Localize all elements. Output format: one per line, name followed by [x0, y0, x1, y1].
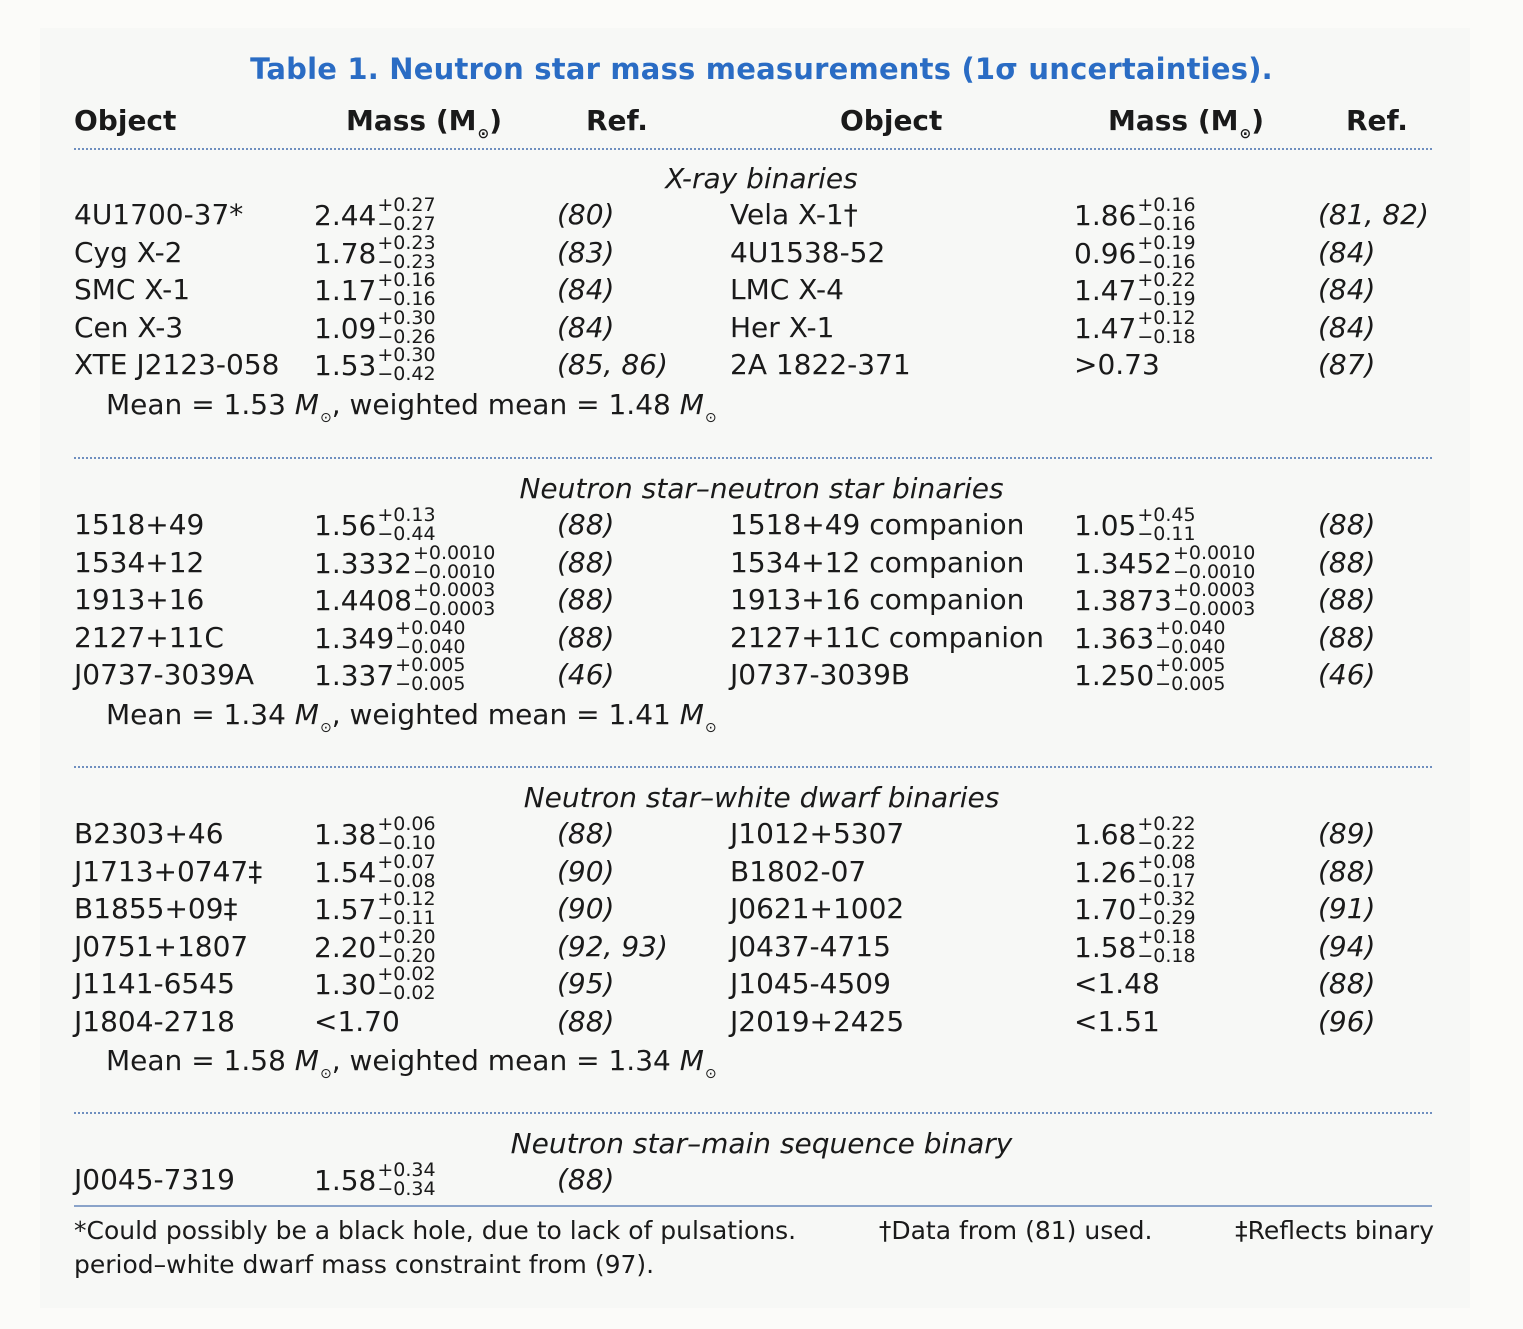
mass-cell-left	[314, 231, 436, 273]
mass-cell-left	[314, 616, 466, 658]
object-name-left: Cen X-3	[74, 310, 184, 344]
ref-cell-right: (84)	[1318, 235, 1376, 269]
header-mass-right: Mass (M⊙)	[1108, 104, 1265, 142]
mass-uncertainty	[1137, 306, 1196, 348]
mass-value: 1.05	[1074, 509, 1137, 542]
mass-value: <1.70	[314, 1004, 400, 1038]
mass-cell-left	[314, 344, 436, 385]
mass-minus-error: −0.19	[1137, 288, 1196, 310]
ref-cell-right: (89)	[1318, 817, 1376, 850]
mass-uncertainty	[377, 271, 435, 309]
header-ref-left: Ref.	[586, 104, 648, 137]
ref-cell-left: (88)	[557, 1004, 615, 1038]
mass-plus-error: +0.19	[1137, 231, 1196, 254]
mass-value: 1.3873	[1074, 584, 1172, 617]
section-title: Neutron star–main sequence binary	[510, 1127, 1013, 1160]
ref-cell-left: (88)	[557, 545, 615, 579]
mean-unit: M	[285, 697, 319, 731]
object-name-right: J0621+1002	[730, 892, 905, 925]
mass-plus-error: +0.0010	[1172, 541, 1256, 564]
mass-cell-left	[314, 813, 436, 854]
weighted-unit: M	[670, 697, 704, 731]
mass-cell-right	[1074, 541, 1256, 583]
mass-uncertainty	[377, 1161, 435, 1199]
mass-plus-error: +0.005	[395, 654, 466, 676]
mass-uncertainty	[1172, 541, 1256, 583]
mass-plus-error: +0.30	[377, 344, 436, 366]
header-object-left: Object	[74, 104, 177, 137]
object-name-left: J1804-2718	[74, 1004, 235, 1038]
mass-cell-left	[314, 963, 436, 1004]
object-name-right: 1518+49 companion	[730, 508, 1025, 541]
mass-minus-error: −0.34	[377, 1178, 436, 1200]
ref-cell-left: (83)	[557, 235, 615, 269]
mass-value: 2.44	[314, 199, 377, 232]
header-mass-left: Mass (M⊙)	[346, 104, 503, 142]
mass-uncertainty	[1137, 890, 1195, 928]
mass-uncertainty	[1155, 656, 1225, 694]
mass-plus-error: +0.08	[1137, 850, 1196, 873]
ref-cell-right: (88)	[1318, 620, 1376, 654]
object-name-left: J0737-3039A	[74, 658, 255, 691]
mass-value: 1.47	[1074, 311, 1137, 345]
section-rule	[74, 457, 1432, 459]
object-name-left: 4U1700-37*	[74, 198, 244, 231]
mass-minus-error: −0.16	[377, 288, 436, 310]
ref-cell-right: (88)	[1318, 854, 1376, 888]
mass-cell-left	[314, 925, 436, 967]
mass-minus-error: −0.17	[1137, 869, 1196, 892]
mass-value: 1.70	[1074, 893, 1137, 926]
mean-value: Mean = 1.34	[106, 697, 286, 731]
mass-cell-left	[314, 1005, 400, 1039]
sun-symbol: ⊙	[319, 719, 332, 736]
mass-uncertainty	[377, 346, 435, 384]
object-name-right: 2127+11C companion	[730, 620, 1044, 654]
ref-cell-left: (80)	[557, 198, 615, 231]
mass-plus-error: +0.27	[377, 194, 436, 216]
mass-minus-error: −0.18	[1137, 325, 1196, 348]
mass-minus-error: −0.44	[377, 523, 436, 545]
mass-value: 1.58	[314, 1164, 377, 1197]
mass-value: 1.54	[314, 855, 377, 889]
mass-value: 1.3332	[314, 546, 412, 580]
ref-cell-left: (95)	[557, 967, 615, 1000]
mass-minus-error: −0.005	[395, 673, 466, 695]
mass-value: 1.53	[314, 349, 377, 382]
object-name-right: 4U1538-52	[730, 235, 886, 269]
object-name-left: B2303+46	[74, 817, 224, 850]
mass-uncertainty	[377, 890, 435, 928]
mass-cell-right	[1074, 850, 1196, 892]
mass-plus-error: +0.13	[377, 504, 436, 526]
ref-cell-left: (90)	[557, 854, 615, 888]
mass-value: 1.4408	[314, 584, 412, 617]
mass-value: 2.20	[314, 930, 377, 964]
mass-uncertainty	[1137, 925, 1196, 967]
object-name-left: J0045-7319	[74, 1163, 235, 1196]
sun-symbol: ⊙	[319, 1066, 332, 1082]
mass-minus-error: −0.005	[1155, 673, 1226, 695]
object-name-left: 1913+16	[74, 583, 205, 616]
mass-value: 1.337	[314, 659, 395, 692]
mass-minus-error: −0.08	[377, 869, 436, 892]
footnote-dagger: †Data from (81) used.	[878, 1216, 1153, 1245]
mass-cell-left	[314, 306, 436, 348]
mass-uncertainty	[395, 616, 466, 658]
section-title: Neutron star–white dwarf binaries	[523, 781, 1000, 814]
mass-cell-left	[314, 269, 436, 310]
mass-plus-error: +0.45	[1137, 504, 1196, 526]
mass-value: <1.51	[1074, 1004, 1160, 1038]
ref-cell-right: (87)	[1318, 348, 1376, 381]
section-mean	[106, 1044, 717, 1082]
mass-cell-right	[1074, 348, 1160, 382]
mass-plus-error: +0.0003	[1172, 579, 1256, 601]
mass-cell-right	[1074, 194, 1196, 235]
mass-cell-left	[314, 541, 496, 583]
mass-cell-right	[1074, 967, 1160, 1001]
mass-cell-right	[1074, 579, 1256, 620]
mass-minus-error: −0.23	[377, 250, 436, 273]
ref-cell-right: (88)	[1318, 583, 1376, 616]
section-title: X-ray binaries	[665, 162, 858, 195]
mass-uncertainty	[377, 965, 435, 1003]
mass-value: 1.17	[314, 274, 377, 307]
mass-plus-error: +0.12	[1137, 306, 1196, 329]
mass-plus-error: +0.06	[377, 813, 436, 835]
object-name-left: J1713+0747‡	[74, 854, 263, 888]
ref-cell-right: (96)	[1318, 1004, 1376, 1038]
mass-uncertainty	[1137, 850, 1196, 892]
object-name-right: B1802-07	[730, 854, 867, 888]
mass-uncertainty	[377, 506, 435, 544]
ref-cell-right: (88)	[1318, 967, 1376, 1000]
weighted-unit: M	[670, 387, 704, 421]
mass-uncertainty	[1155, 616, 1226, 658]
weighted-mean-value: , weighted mean = 1.48	[331, 387, 671, 421]
section-mean	[106, 388, 717, 426]
mass-minus-error: −0.0010	[412, 560, 496, 583]
mass-value: 1.57	[314, 893, 377, 926]
object-name-right: LMC X-4	[730, 273, 844, 306]
mass-minus-error: −0.16	[1137, 250, 1196, 273]
ref-cell-right: (94)	[1318, 929, 1376, 963]
mass-minus-error: −0.29	[1137, 907, 1196, 929]
mass-plus-error: +0.20	[377, 925, 436, 948]
ref-cell-left: (46)	[557, 658, 615, 691]
sun-symbol: ⊙	[704, 1066, 717, 1082]
mass-value: 1.47	[1074, 274, 1137, 307]
object-name-right: Vela X-1†	[730, 198, 858, 231]
mass-cell-right	[1074, 306, 1196, 348]
mass-uncertainty	[1137, 196, 1195, 234]
mass-plus-error: +0.040	[1155, 616, 1226, 639]
object-name-right: 1913+16 companion	[730, 583, 1025, 616]
mean-value: Mean = 1.53	[106, 387, 286, 421]
section-mean	[106, 698, 717, 736]
mass-minus-error: −0.22	[1137, 832, 1196, 854]
mass-value: 1.349	[314, 621, 395, 655]
section-title: Neutron star–neutron star binaries	[519, 472, 1004, 505]
mass-cell-right	[1074, 925, 1196, 967]
ref-cell-left: (90)	[557, 892, 615, 925]
mass-minus-error: −0.0003	[1172, 598, 1256, 620]
mass-plus-error: +0.30	[377, 306, 436, 329]
ref-cell-right: (84)	[1318, 310, 1376, 344]
mass-plus-error: +0.005	[1155, 654, 1226, 676]
mass-uncertainty	[395, 656, 465, 694]
mass-minus-error: −0.42	[377, 363, 436, 385]
mass-cell-right	[1074, 1005, 1160, 1039]
mass-plus-error: +0.34	[377, 1159, 436, 1181]
object-name-left: SMC X-1	[74, 273, 191, 306]
ref-cell-right: (91)	[1318, 892, 1376, 925]
section-rule	[74, 1112, 1432, 1114]
mass-minus-error: −0.27	[377, 213, 436, 235]
mass-cell-left	[314, 654, 466, 695]
mass-value: 1.3452	[1074, 546, 1172, 580]
ref-cell-left: (84)	[557, 310, 615, 344]
object-name-right: 1534+12 companion	[730, 545, 1025, 579]
sun-symbol: ⊙	[319, 409, 332, 426]
object-name-left: 1518+49	[74, 508, 205, 541]
mass-uncertainty	[377, 850, 436, 892]
object-name-left: 1534+12	[74, 545, 205, 579]
mass-value: 1.78	[314, 236, 377, 270]
mean-unit: M	[285, 387, 319, 421]
object-name-left: 2127+11C	[74, 620, 224, 654]
object-name-right: Her X-1	[730, 310, 835, 344]
object-name-left: J1141-6545	[74, 967, 235, 1000]
ref-cell-left: (88)	[557, 620, 615, 654]
object-name-right: J1012+5307	[730, 817, 905, 850]
mass-value: 0.96	[1074, 236, 1137, 270]
table-title: Table 1. Neutron star mass measurements (1σ uncertainties).	[250, 52, 1273, 86]
ref-cell-right: (88)	[1318, 545, 1376, 579]
ref-cell-left: (84)	[557, 273, 615, 306]
footnote-line2: period–white dwarf mass constraint from (97).	[74, 1250, 655, 1279]
mass-uncertainty	[1173, 581, 1255, 619]
weighted-mean-value: , weighted mean = 1.34	[331, 1044, 671, 1077]
mass-value: 1.26	[1074, 855, 1137, 889]
mass-plus-error: +0.07	[377, 850, 436, 873]
object-name-right: J0437-4715	[730, 929, 891, 963]
ref-cell-right: (84)	[1318, 273, 1376, 306]
header-object-right: Object	[840, 104, 943, 137]
mass-plus-error: +0.22	[1137, 269, 1196, 291]
mass-cell-right	[1074, 616, 1226, 658]
header-ref-right: Ref.	[1346, 104, 1408, 137]
mass-plus-error: +0.040	[395, 616, 466, 639]
mass-plus-error: +0.12	[377, 888, 436, 910]
mass-minus-error: −0.11	[1137, 523, 1196, 545]
mass-value: >0.73	[1074, 348, 1160, 381]
mass-cell-left	[314, 1159, 436, 1200]
mass-minus-error: −0.26	[377, 325, 436, 348]
mass-plus-error: +0.02	[377, 963, 436, 985]
mass-plus-error: +0.22	[1137, 813, 1196, 835]
mass-cell-left	[314, 194, 436, 235]
mass-cell-right	[1074, 504, 1196, 545]
object-name-left: Cyg X-2	[74, 235, 183, 269]
mass-value: 1.250	[1074, 659, 1155, 692]
mass-uncertainty	[1137, 231, 1196, 273]
ref-cell-right: (88)	[1318, 508, 1376, 541]
mass-plus-error: +0.23	[377, 231, 436, 254]
mass-minus-error: −0.0003	[412, 598, 496, 620]
mass-minus-error: −0.040	[395, 635, 466, 658]
mass-plus-error: +0.16	[377, 269, 436, 291]
mass-plus-error: +0.16	[1137, 194, 1196, 216]
mass-minus-error: −0.02	[377, 982, 436, 1004]
mass-uncertainty	[412, 541, 496, 583]
mass-cell-right	[1074, 269, 1196, 310]
mass-value: 1.56	[314, 509, 377, 542]
mass-minus-error: −0.0010	[1172, 560, 1256, 583]
mass-uncertainty	[1137, 815, 1195, 853]
mass-plus-error: +0.0003	[412, 579, 496, 601]
mass-uncertainty	[377, 306, 436, 348]
mass-value: 1.09	[314, 311, 377, 345]
mass-uncertainty	[1137, 506, 1195, 544]
object-name-right: 2A 1822-371	[730, 348, 911, 381]
mass-uncertainty	[377, 231, 436, 273]
object-name-right: J2019+2425	[730, 1004, 905, 1038]
mass-cell-left	[314, 850, 436, 892]
ref-cell-left: (88)	[557, 817, 615, 850]
header-rule	[74, 148, 1432, 150]
object-name-left: XTE J2123-058	[74, 348, 280, 381]
mass-minus-error: −0.20	[377, 944, 436, 967]
mass-value: 1.38	[314, 818, 377, 851]
ref-cell-left: (92, 93)	[557, 929, 668, 963]
mass-plus-error: +0.18	[1137, 925, 1196, 948]
footnote-ddagger: ‡Reflects binary	[1235, 1216, 1434, 1245]
mass-minus-error: −0.11	[377, 907, 436, 929]
mass-uncertainty	[413, 581, 495, 619]
sun-symbol: ⊙	[704, 409, 717, 426]
mass-value: 1.363	[1074, 621, 1155, 655]
sun-symbol: ⊙	[704, 719, 717, 736]
mass-value: 1.86	[1074, 199, 1137, 232]
mass-uncertainty	[1137, 271, 1195, 309]
object-name-right: J0737-3039B	[730, 658, 911, 691]
footnotes	[74, 1214, 1434, 1282]
mass-cell-right	[1074, 888, 1196, 929]
weighted-mean-value: , weighted mean = 1.41	[331, 697, 671, 731]
object-name-left: B1855+09‡	[74, 892, 238, 925]
mass-minus-error: −0.040	[1155, 635, 1226, 658]
mass-cell-right	[1074, 813, 1196, 854]
mean-value: Mean = 1.58	[106, 1044, 286, 1077]
bottom-rule	[74, 1205, 1432, 1207]
mass-uncertainty	[377, 925, 436, 967]
mass-minus-error: −0.16	[1137, 213, 1196, 235]
mass-cell-right	[1074, 654, 1226, 695]
mass-minus-error: −0.18	[1137, 944, 1196, 967]
mass-minus-error: −0.10	[377, 832, 436, 854]
weighted-unit: M	[670, 1044, 704, 1077]
mass-value: 1.58	[1074, 930, 1137, 964]
mass-cell-left	[314, 504, 436, 545]
mass-cell-left	[314, 888, 436, 929]
mass-uncertainty	[377, 196, 435, 234]
mass-cell-right	[1074, 231, 1196, 273]
mass-value: 1.68	[1074, 818, 1137, 851]
ref-cell-left: (88)	[557, 583, 615, 616]
object-name-right: J1045-4509	[730, 967, 891, 1000]
mass-cell-left	[314, 579, 496, 620]
object-name-left: J0751+1807	[74, 929, 249, 963]
section-rule	[74, 766, 1432, 768]
ref-cell-right: (46)	[1318, 658, 1376, 691]
mass-value: 1.30	[314, 968, 377, 1001]
mass-plus-error: +0.0010	[412, 541, 496, 564]
ref-cell-left: (85, 86)	[557, 348, 668, 381]
ref-cell-left: (88)	[557, 1163, 615, 1196]
mean-unit: M	[285, 1044, 319, 1077]
mass-plus-error: +0.32	[1137, 888, 1196, 910]
ref-cell-left: (88)	[557, 508, 615, 541]
ref-cell-right: (81, 82)	[1318, 198, 1429, 231]
footnote-star: *Could possibly be a black hole, due to lack of pulsations.	[74, 1216, 797, 1245]
mass-uncertainty	[377, 815, 435, 853]
mass-value: <1.48	[1074, 967, 1160, 1000]
